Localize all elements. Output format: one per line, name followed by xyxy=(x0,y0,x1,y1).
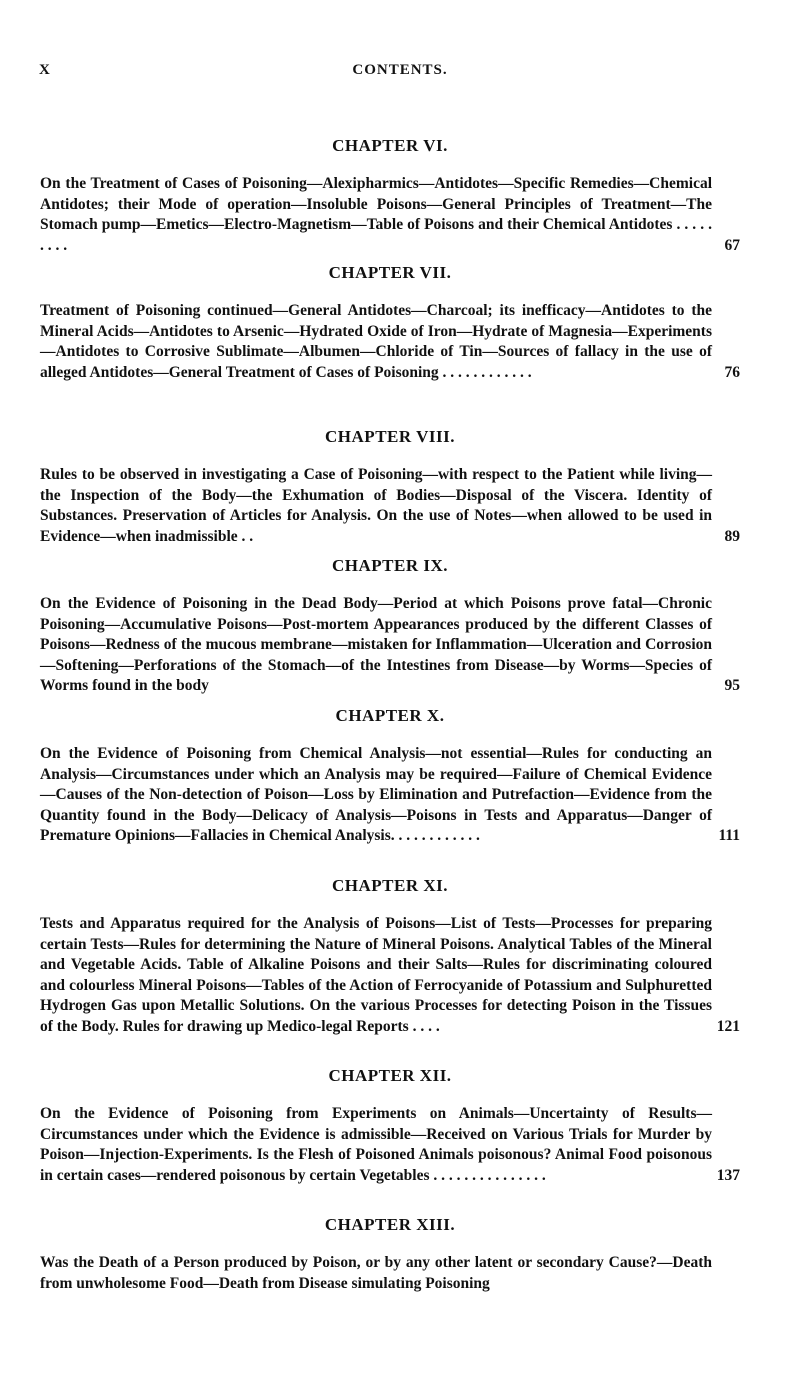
chapter-heading: CHAPTER XII. xyxy=(328,1066,452,1085)
chapter-page-number: 89 xyxy=(724,527,740,545)
chapter-page-number: 137 xyxy=(716,1166,740,1184)
running-head xyxy=(0,62,800,84)
chapter-entry xyxy=(40,263,740,383)
chapter-summary: On the Treatment of Cases of Poisoning—Alexipharmics—Antidotes—Specific Remedies—Chemical Antidotes; their Mode of operation—Insoluble Poisons—General Principles of Treatment—The Stomach pump—Emetics—Electro-Magnetism—Table of Poisons and their Chemical Antidotes . . . . . . . . . 67 xyxy=(40,174,740,256)
chapter-page-number: 121 xyxy=(716,1017,740,1035)
chapter-page-number: 76 xyxy=(724,363,740,381)
chapter-heading: CHAPTER XIII. xyxy=(324,1215,456,1234)
chapter-summary: On the Evidence of Poisoning from Experiments on Animals—Uncertainty of Results—Circumstances under which the Evidence is admissible—Received on Various Trials for Murder by Poison—Injection-Experiments. Is the Flesh of Poisoned Animals poisonous? Animal Food poisonous in certain cases—rendered poisonous by certain Vegetables . . . . . . . . . . . . . . . 137 xyxy=(40,1104,740,1186)
chapter-summary: Rules to be observed in investigating a Case of Poisoning—with respect to the Patient while living—the Inspection of the Body—the Exhumation of Bodies—Disposal of the Viscera. Identity of Substances. Preservation of Articles for Analysis. On the use of Notes—when allowed to be used in Evidence—when inadmissible . . 89 xyxy=(40,465,740,547)
chapter-summary: On the Evidence of Poisoning from Chemical Analysis—not essential—Rules for conducting an Analysis—Circumstances under which an Analysis may be required—Failure of Chemical Evidence—Causes of the Non-detection of Poison—Loss by Elimination and Putrefaction—Evidence from the Quantity found in the Body—Delicacy of Analysis—Poisons in Tests and Apparatus—Danger of Premature Opinions—Fallacies in Chemical Analysis. . . . . . . . . . . . 111 xyxy=(40,744,740,847)
chapter-summary: Tests and Apparatus required for the Analysis of Poisons—List of Tests—Processes for preparing certain Tests—Rules for determining the Nature of Mineral Poisons. Analytical Tables of the Mineral and Vegetable Acids. Table of Alkaline Poisons and their Salts—Rules for discriminating coloured and colourless Mineral Poisons—Tables of the Action of Ferrocyanide of Potassium and Sulphuretted Hydrogen Gas upon Metallic Solutions. On the various Processes for detecting Poison in the Tissues of the Body. Rules for drawing up Medico-legal Reports . . . . 121 xyxy=(40,914,740,1037)
chapter-entry xyxy=(40,876,740,1037)
chapter-entry xyxy=(40,706,740,847)
chapter-heading: CHAPTER X. xyxy=(335,706,445,725)
chapter-page-number: 67 xyxy=(724,236,740,254)
chapter-heading: CHAPTER VII. xyxy=(328,263,452,282)
chapter-entry xyxy=(40,136,740,256)
page-number: X xyxy=(39,62,51,78)
chapter-entry xyxy=(40,556,740,697)
chapter-heading: CHAPTER IX. xyxy=(331,556,448,575)
chapter-summary: Was the Death of a Person produced by Poison, or by any other latent or secondary Cause?—Death from unwholesome Food—Death from Disease simulating Poisoning xyxy=(40,1254,712,1292)
chapter-entry xyxy=(40,1215,740,1294)
page-title: CONTENTS. xyxy=(352,62,448,78)
chapter-entry xyxy=(40,427,740,547)
chapter-heading: CHAPTER XI. xyxy=(331,876,448,895)
chapter-summary: Treatment of Poisoning continued—General Antidotes—Charcoal; its inefficacy—Antidotes to the Mineral Acids—Antidotes to Arsenic—Hydrated Oxide of Iron—Hydrate of Magnesia—Experiments—Antidotes to Corrosive Sublimate—Albumen—Chloride of Tin—Sources of fallacy in the use of alleged Antidotes—General Treatment of Cases of Poisoning . . . . . . . . . . . . 76 xyxy=(40,301,740,383)
chapter-heading: CHAPTER VI. xyxy=(332,136,448,155)
chapter-summary: On the Evidence of Poisoning in the Dead Body—Period at which Poisons prove fatal—Chronic Poisoning—Accumulative Poisons—Post-mortem Appearances produced by the different Classes of Poisons—Redness of the mucous membrane—mistaken for Inflammation—Ulceration and Corrosion—Softening—Perforations of the Stomach—of the Intestines from Disease—by Worms—Species of Worms found in the body 95 xyxy=(40,594,740,697)
chapter-page-number: 95 xyxy=(724,677,740,694)
chapter-page-number: 111 xyxy=(718,827,740,844)
chapter-heading: CHAPTER VIII. xyxy=(325,427,455,446)
chapter-entry xyxy=(40,1066,740,1186)
